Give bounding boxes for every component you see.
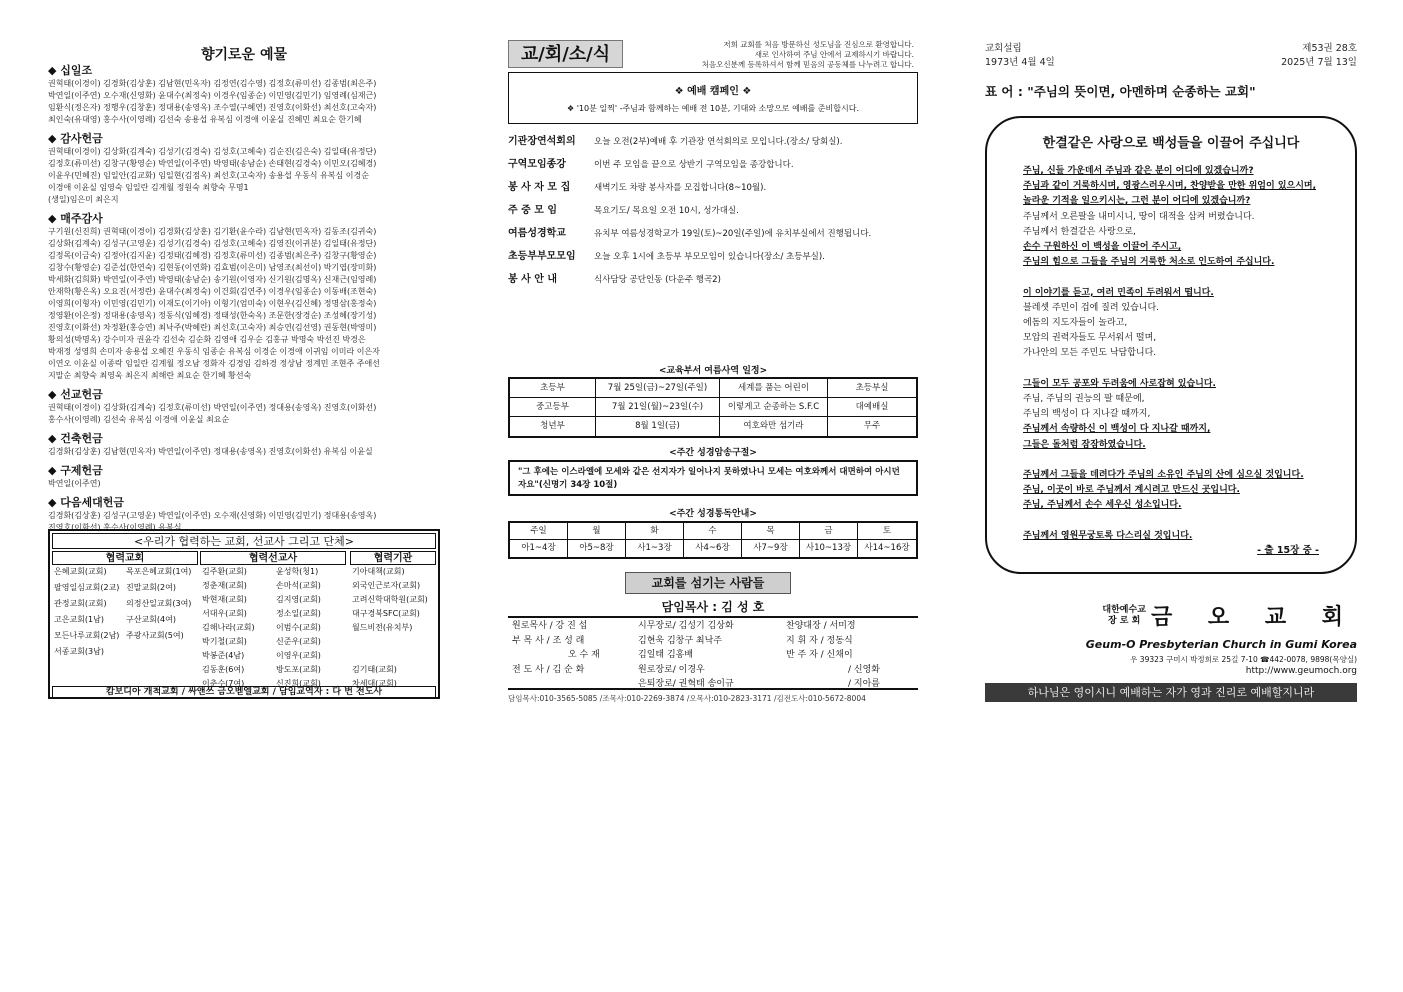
church-name-block	[1095, 600, 1357, 631]
reading-cell: 사10~13장	[800, 540, 858, 557]
scripture-line: 그들이 모두 공포와 두려움에 사로잡혀 있습니다.	[1023, 378, 1216, 389]
welcome-line: 처음오신분께 등록하셔서 함께 믿음의 공동체를 나누려고 합니다.	[701, 60, 914, 69]
scripture-box	[985, 116, 1357, 574]
coop-item: 신진희(교회)	[276, 679, 321, 688]
coop-item: 이범수(교회)	[276, 623, 321, 632]
volume-number: 제53권 28호	[1302, 43, 1357, 54]
bulletin-date: 2025년 7월 13일	[1281, 57, 1357, 68]
staff-cell: 김현욱 김창구 최낙주	[638, 635, 722, 646]
staff-cell: 반 주 자 / 신채이	[786, 650, 853, 660]
scripture-ref: - 출 15장 중 -	[1257, 545, 1319, 556]
offering-line: 진영호(이화선) 홍수사(이영례) 유복심	[48, 523, 182, 532]
news-badge: 교/회/소/식	[508, 40, 623, 68]
scripture-title: 한결같은 사랑으로 백성들을 이끌어 주십니다	[1042, 136, 1300, 151]
offering-line: 김창수(황영순) 김준섭(한연숙) 김현동(이연화) 김효범(이은미) 남영조(최선이) 박기엽(장미화)	[48, 263, 377, 272]
news-item	[508, 178, 918, 193]
staff-cell: 지 휘 자 / 정동식	[786, 635, 853, 646]
reading-cell: 사7~9장	[742, 540, 800, 557]
coop-item: 의정산일교회(3여)	[126, 599, 192, 608]
coop-item: 박현재(교회)	[202, 595, 247, 604]
memory-verse: "그 후에는 이스라엘에 모세와 같은 선지자가 일어나지 못하였나니 모세는 여호와께서 대면하여 아시던 자요"(신명기 34장 10절)	[508, 460, 918, 496]
staff-cell: 은퇴장로/ 권혁태 송이규	[638, 679, 734, 689]
edu-cell: 세계를 품는 어린이	[720, 379, 828, 398]
scripture-line: 에돔의 지도자들이 놀라고,	[1023, 318, 1128, 328]
scripture-line: 주님, 이곳이 바로 주님께서 계시려고 만드신 곳입니다.	[1023, 485, 1240, 496]
church-motto: 표 어 : "주님의 뜻이면, 아멘하며 순종하는 교회"	[985, 84, 1256, 99]
offering-line: 지말순 최향숙 최영욱 최은지 최해란 최요순 한기혜 황선숙	[48, 371, 252, 380]
news-item	[508, 132, 918, 147]
coop-item: 김기태(교회)	[352, 665, 397, 674]
church-name: 금 오 교 회	[1151, 605, 1357, 630]
news-value: 오늘 오전(2부)예배 후 기관장 연석회의로 모입니다.(장소/ 당회실).	[594, 137, 843, 147]
edu-title: <교육부서 여름사역 일정>	[658, 366, 768, 376]
edu-cell: 7월 21일(월)~23일(수)	[596, 398, 720, 417]
church-url[interactable]: http://www.geumoch.org	[1245, 666, 1357, 676]
staff-cell: / 신영화	[848, 664, 880, 675]
reading-cell: 사14~16장	[864, 543, 910, 553]
news-item	[508, 155, 918, 170]
reading-cell: 사1~3장	[626, 540, 684, 557]
offering-line: 권혁태(이경이) 김상화(김계숙) 김정호(류미선) 박연일(이주연) 정대용(송영옥) 진영호(이화선)	[48, 403, 377, 412]
offerings-title: 향기로운 예물	[200, 47, 288, 63]
coop-item: 월드비전(유치부)	[352, 623, 413, 632]
offering-line: 김경화(김상훈) 김남현(민옥자) 박연일(이주연) 정대용(송영옥) 진영호(이화선) 유복심 이윤실	[48, 447, 373, 456]
coop-item: 김주환(교회)	[202, 567, 247, 576]
coop-agencies-head: 협력기관	[350, 551, 436, 565]
staff-cell: 부 목 사 / 조 성 래	[512, 635, 585, 646]
offering-line: 이윤우(민혜진) 임일안(김교화) 임일현(김점옥) 최선호(고숙자) 송용섭 우동식 유복심 이경순	[48, 171, 369, 180]
offering-line: 진영호(이화선) 차정환(홍승연) 최낙주(박혜란) 최선호(고숙자) 최승연(김선영) 권동현(박영미)	[48, 323, 377, 332]
offering-line: 이경애 이윤실 임영숙 임일란 김계월 정원숙 최향숙 무명1	[48, 183, 249, 192]
coop-item: 정춘재(교회)	[202, 581, 247, 590]
reading-cell: 금	[800, 523, 858, 540]
reading-cell: 월	[568, 523, 626, 540]
reading-cell: 아1~4장	[510, 540, 568, 557]
reading-cell: 아5~8장	[568, 540, 626, 557]
coop-item: 정소일(교회)	[276, 609, 321, 618]
coop-item: 김동훈(6여)	[202, 665, 245, 674]
offering-line: 정영환(이은정) 정대용(송영옥) 정동식(임혜경) 정태성(한숙옥) 조문한(장경순) 조성혜(장기성)	[48, 311, 377, 320]
edu-cell: 청년부	[510, 417, 596, 436]
verse-title: <주간 성경암송구절>	[669, 448, 757, 458]
coop-item: 김지영(교회)	[276, 595, 321, 604]
offering-line: 김상화(김계숙) 김성구(고영운) 김성기(김경숙) 김성호(고혜숙) 김영진(이귀분) 김일태(유정단)	[48, 239, 377, 248]
scripture-band: 하나님은 영이시니 예배하는 자가 영과 진리로 예배할지니라	[985, 683, 1357, 702]
scripture-line: 손수 구원하신 이 백성을 이끌어 주시고,	[1023, 242, 1182, 252]
edu-cell: 대예배실	[855, 402, 889, 412]
coop-item: 서종교회(3남)	[54, 647, 104, 656]
coop-item: 목포은혜교회(1여)	[126, 567, 192, 576]
staff-cell: / 지아름	[848, 679, 880, 689]
edu-cell: 중고등부	[510, 398, 596, 417]
scripture-line: 모압의 권력자들도 무서워서 떨며,	[1023, 333, 1157, 344]
scripture-line: 주님, 신들 가운데서 주님과 같은 분이 어디에 있겠습니까?	[1023, 166, 1254, 176]
phone-list: 담임목사:010-3565-5085 /조목사:010-2269-3874 /오목사:010-2823-3171 /김전도사:010-5672-8004	[508, 694, 866, 703]
offering-line: 구기원(신진희) 권혁태(이경이) 김경화(김상훈) 김기환(윤수라) 김남현(민옥자) 김동조(김귀숙)	[48, 227, 377, 236]
news-key: 구역모임종강	[508, 159, 566, 170]
section-title: ◆ 매주감사	[48, 212, 103, 225]
offering-line: 황의성(박명옥) 강수미자 권윤각 김선숙 김순화 김영애 김우순 김홍규 박명숙 박선진 박경은	[48, 335, 366, 344]
senior-pastor: 담임목사 : 김 성 호	[661, 600, 765, 614]
coop-item: 신준우(교회)	[276, 637, 321, 646]
news-value: 목요기도/ 목요일 오전 10시, 성가대실.	[594, 206, 739, 216]
edu-cell: 7월 25일(금)~27일(주일)	[596, 379, 720, 398]
edu-row	[510, 379, 916, 398]
offering-line: 권혁태(이경이) 김경화(김상훈) 김남현(민옥자) 김정연(김수영) 김정호(류미선) 김종범(최은주)	[48, 79, 377, 88]
staff-badge: 교회를 섬기는 사람들	[625, 572, 791, 594]
scripture-line: 주님께서 그들을 데려다가 주님의 소유인 주님의 산에 심으실 것입니다.	[1023, 470, 1304, 480]
section-title: ◆ 감사헌금	[48, 132, 103, 145]
staff-cell: 전 도 사 / 김 순 화	[512, 664, 585, 675]
denomination-line: 장 로 회	[1107, 615, 1141, 626]
offering-line: 박연일(이주연) 오수재(신영화) 윤대수(최정숙) 이경우(임종순) 이민영(김민기) 임영례(심재근)	[48, 91, 377, 100]
coop-item: 기아대책(교회)	[352, 567, 405, 576]
coop-item: 주광사교회(5여)	[126, 631, 184, 640]
offering-section	[48, 464, 440, 490]
offering-line: 김경화(김상훈) 김성구(고영운) 박연일(이주연) 오수재(신영화) 이민영(김민기) 정대용(송영옥)	[48, 511, 377, 520]
campaign-desc: ❖ '10분 일찍' -주님과 함께하는 예배 전 10분, 기대와 소망으로 예배를 준비합시다.	[567, 104, 859, 113]
reading-cell: 화	[626, 523, 684, 540]
news-key: 봉 사 자 모 집	[508, 182, 571, 193]
offering-section	[48, 132, 440, 206]
news-item	[508, 247, 918, 262]
cooperation-footer: 캄보디아 개척교회 / 싸앤쓰 금오벧엘교회 / 담임교역자 : 다 번 전도사	[52, 686, 436, 698]
offering-line: 권혁태(이경이) 김상화(김계숙) 김성기(김경숙) 김성호(고혜숙) 김순진(김은숙) 김일태(유정단)	[48, 147, 377, 156]
edu-row	[510, 417, 916, 436]
offering-line: 안재학(황은옥) 오요진(서정란) 윤대수(최정숙) 이건회(김연주) 이경우(임종순) 이동배(조현숙)	[48, 287, 377, 296]
scripture-line: 주님의 힘으로 그들을 주님의 거룩한 처소로 인도하여 주십니다.	[1023, 257, 1275, 268]
coop-item: 구산교회(4여)	[126, 615, 176, 624]
scripture-line: 주님, 주님의 권능의 팔 때문에,	[1023, 394, 1145, 404]
edu-cell: 무주	[863, 421, 881, 431]
offering-line: 최인숙(유대영) 홍수사(이영례) 김선숙 송용섭 유복심 이경애 이윤실 진혜민 최요순 한기혜	[48, 115, 362, 124]
offering-line: (생일)임은미 최은지	[48, 195, 119, 204]
welcome-line: 저희 교회를 처음 방문하신 성도님을 진심으로 환영합니다.	[723, 40, 914, 49]
staff-box	[508, 616, 918, 690]
offering-line: 홍수사(이영례) 김선숙 유복심 이경애 이윤실 최요순	[48, 415, 230, 424]
reading-table	[508, 521, 918, 559]
reading-cell: 목	[742, 523, 800, 540]
reading-cell: 수	[684, 523, 742, 540]
coop-item: 대구경북SFC(교회)	[352, 609, 420, 618]
section-title: ◆ 다음세대헌금	[48, 496, 125, 509]
scripture-line: 놀라운 기적을 일으키시는, 그런 분이 어디에 있겠습니까?	[1023, 196, 1251, 207]
coop-item: 진말교회(2여)	[126, 583, 176, 592]
established-label: 교회설립	[985, 43, 1022, 54]
scripture-line: 주님께서 속량하신 이 백성이 다 지나갈 때까지,	[1023, 424, 1211, 435]
reading-cell: 사4~6장	[684, 540, 742, 557]
established-date: 1973년 4월 4일	[985, 57, 1055, 68]
coop-item: 박봉준(4남)	[202, 651, 245, 660]
offering-section	[48, 212, 440, 382]
news-item	[508, 201, 918, 216]
coop-item: 고은교회(1남)	[54, 615, 104, 624]
edu-cell: 초등부실	[855, 383, 889, 393]
offering-line: 임환식(정은자) 정행우(김창훈) 정대용(송영옥) 조수열(구혜연) 진영호(이화선) 최선호(고숙자)	[48, 103, 377, 112]
offering-section	[48, 64, 440, 126]
coop-item: 외국인근로자(교회)	[352, 581, 421, 590]
scripture-line: 주님과 같이 거룩하시며, 영광스러우시며, 찬양받을 만한 위엄이 있으시며,	[1023, 181, 1317, 192]
news-key: 봉 사 안 내	[508, 274, 558, 285]
coop-item: 모든나루교회(2남)	[54, 631, 120, 640]
edu-cell: 초등부	[510, 379, 596, 398]
coop-item: 관정교회(교회)	[54, 599, 107, 608]
coop-item: 방도포(교회)	[276, 665, 321, 674]
offering-line: 박연일(이주연)	[48, 479, 101, 488]
coop-item: 은혜교회(교회)	[54, 567, 107, 576]
reading-cell: 토	[858, 523, 916, 540]
scripture-line: 이 이야기를 듣고, 여러 민족이 두려워서 떱니다.	[1023, 287, 1214, 298]
coop-missionaries-head: 협력선교사	[200, 551, 346, 565]
offering-line: 이연오 이윤실 이종락 임일란 김계월 정오남 정화자 김경임 김하경 정상남 정계민 조현주 주애선	[48, 359, 380, 368]
edu-table	[508, 377, 918, 438]
staff-cell: 찬양대장 / 서미정	[786, 621, 856, 631]
coop-item: 김해나라(교회)	[202, 623, 255, 632]
edu-cell: 여호와만 섬기라	[720, 417, 828, 436]
coop-churches-head: 협력교회	[52, 551, 198, 565]
offering-line: 김정목(이금숙) 김정아(김지윤) 김정태(김혜경) 김정호(류미선) 김종범(최은주) 김창구(황영순)	[48, 251, 377, 260]
section-title: ◆ 십일조	[48, 64, 93, 77]
coop-item: 차세대(교회)	[352, 679, 397, 688]
news-value: 이번 주 모임을 끝으로 상반기 구역모임을 종강합니다.	[594, 160, 794, 170]
offering-line: 김정호(류미선) 김창구(황영순) 박연일(이주연) 박영태(송남순) 손태현(김경숙) 이민오(김혜경)	[48, 159, 377, 168]
edu-cell: 이렇게고 순종하는 S.F.C	[720, 398, 828, 417]
offering-line: 이영희(이형자) 이민영(김민기) 이재도(이기아) 이형기(엄미숙) 이현우(김신혜) 정명삼(홍정숙)	[48, 299, 377, 308]
scripture-line: 그들은 돌처럼 잠잠하였습니다.	[1023, 439, 1146, 450]
offering-line: 박재정 성영희 손미자 송용섭 오혜진 우동식 임종순 유복심 이경순 이경애 이귀임 이미라 이은자	[48, 347, 380, 356]
news-item	[508, 224, 918, 239]
staff-cell: 시무장로/ 김성기 김상화	[638, 621, 734, 631]
staff-cell: 김일태 김홍배	[638, 650, 694, 660]
offering-line: 박세화(김희화) 박연일(이주연) 박영태(송남순) 송기원(이영자) 신기원(김명옥) 신재근(임영례)	[48, 275, 377, 284]
offering-section	[48, 388, 440, 426]
coop-item: 손마석(교회)	[276, 581, 321, 590]
church-name-english: Geum-O Presbyterian Church in Gumi Korea	[1085, 638, 1357, 651]
news-key: 주 중 모 임	[508, 205, 558, 216]
welcome-note	[648, 40, 914, 70]
coop-item: 박기철(교회)	[202, 637, 247, 646]
section-title: ◆ 선교헌금	[48, 388, 103, 401]
campaign-box	[508, 72, 918, 124]
church-address: 우 39323 구미시 박정희로 25길 7-10 ☎442-0078, 9898(목양실)	[1130, 655, 1357, 664]
news-value: 식사담당 공단인동 (다운주 행곡2)	[594, 275, 721, 285]
coop-item: 팔영일심교회(2교)	[54, 583, 120, 592]
cooperation-header: <우리가 협력하는 교회, 선교사 그리고 단체>	[52, 533, 436, 549]
scripture-line: 주님께서 오른팔을 내미시니, 땅이 대적을 삼켜 버렸습니다.	[1023, 211, 1255, 222]
denomination-line: 대한예수교	[1102, 604, 1146, 615]
news-key: 여름성경학교	[508, 228, 566, 239]
reading-cell: 주일	[510, 523, 568, 540]
coop-item: 고려신학대학원(교회)	[352, 595, 428, 604]
campaign-title: ❖ 예배 캠페인 ❖	[674, 86, 752, 97]
coop-item: 이영우(교회)	[276, 651, 321, 660]
edu-cell: 8월 1일(금)	[596, 417, 720, 436]
scripture-line: 주님의 백성이 다 지나갈 때까지,	[1023, 409, 1151, 420]
scripture-line: 주님, 주님께서 손수 세우신 성소입니다.	[1023, 500, 1182, 511]
news-value: 새벽기도 차량 봉사자를 모집합니다(8~10월).	[594, 183, 767, 193]
section-title: ◆ 구제헌금	[48, 464, 103, 477]
staff-cell: 원로목사 / 강 진 섭	[512, 621, 588, 631]
news-key: 기관장연석회의	[508, 136, 576, 147]
staff-cell: 오 수 재	[568, 650, 600, 660]
section-title: ◆ 건축헌금	[48, 432, 103, 445]
news-item	[508, 270, 918, 285]
offering-section	[48, 432, 440, 458]
news-key: 초등부부모모임	[508, 251, 576, 262]
scripture-line: 블레셋 주민이 겁에 질려 있습니다.	[1023, 302, 1160, 313]
coop-item: 서대우(교회)	[202, 609, 247, 618]
staff-cell: 원로장로/ 이경우	[638, 664, 705, 675]
coop-item: 윤성학(청1)	[276, 567, 319, 576]
scripture-line: 주님께서 한결같은 사랑으로,	[1023, 226, 1136, 237]
scripture-line: 주님께서 영원무궁토록 다스리실 것입니다.	[1023, 530, 1193, 541]
news-value: 오늘 오후 1시에 초등부 부모모임이 있습니다(장소/ 초등부실).	[594, 252, 825, 262]
reading-title: <주간 성경통독안내>	[669, 509, 757, 519]
cooperation-box	[48, 529, 440, 699]
edu-row	[510, 398, 916, 417]
welcome-line: 새로 인사하여 주님 안에서 교제하시기 바랍니다.	[754, 50, 914, 59]
denomination	[1102, 605, 1145, 627]
scripture-line: 가나안의 모든 주민도 낙담합니다.	[1023, 348, 1157, 359]
coop-item: 이춘수(7여)	[202, 679, 245, 688]
news-value: 유치부 여름성경학교가 19일(토)~20일(주일)에 유치부실에서 진행됩니다.	[594, 229, 872, 239]
